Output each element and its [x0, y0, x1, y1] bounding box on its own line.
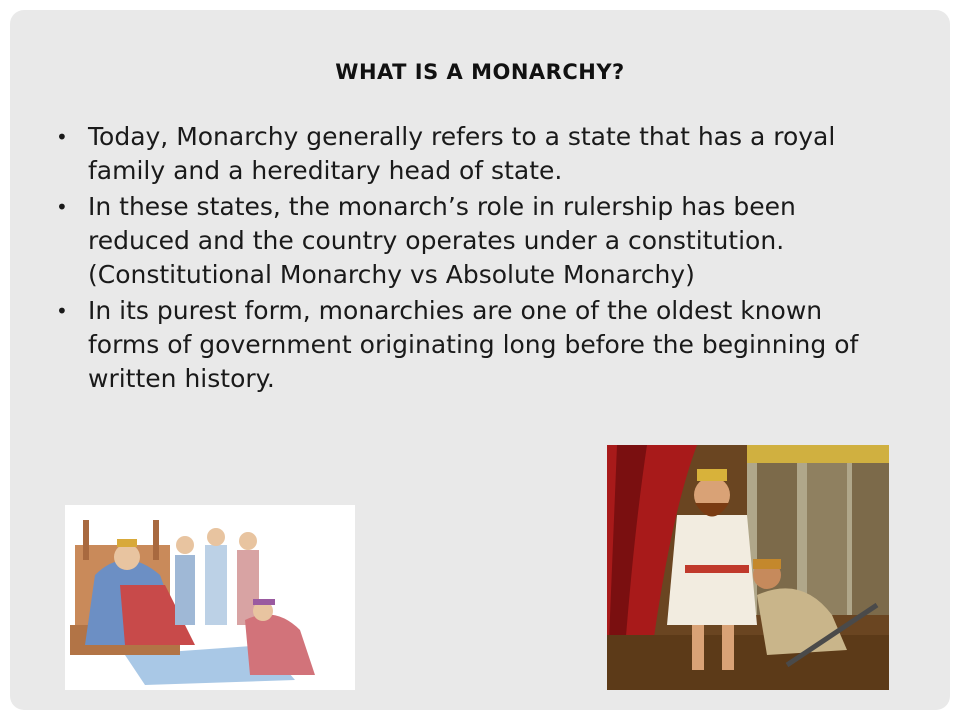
illustration-king-servant	[607, 445, 889, 690]
bullet-text: Today, Monarchy generally refers to a state that has a royal family and a hereditary head of state.	[88, 122, 836, 185]
bullet-item	[50, 120, 900, 188]
king-servant-drawing	[607, 445, 889, 690]
bullet-icon: •	[56, 299, 68, 323]
slide-title: WHAT IS A MONARCHY?	[335, 60, 625, 84]
bullet-item	[50, 190, 900, 292]
bullet-text: In its purest form, monarchies are one of the oldest known forms of government originating long before the beginning of written history.	[88, 296, 859, 393]
illustration-king-throne	[65, 505, 355, 690]
bullet-item	[50, 294, 900, 396]
king-throne-drawing	[65, 505, 355, 690]
bullet-list	[50, 120, 900, 398]
bullet-icon: •	[56, 195, 68, 219]
slide	[10, 10, 950, 710]
bullet-text: In these states, the monarch’s role in rulership has been reduced and the country operates under a constitution. (Constitutional Monarchy vs Absolute Monarchy)	[88, 192, 796, 289]
bullet-icon: •	[56, 125, 68, 149]
